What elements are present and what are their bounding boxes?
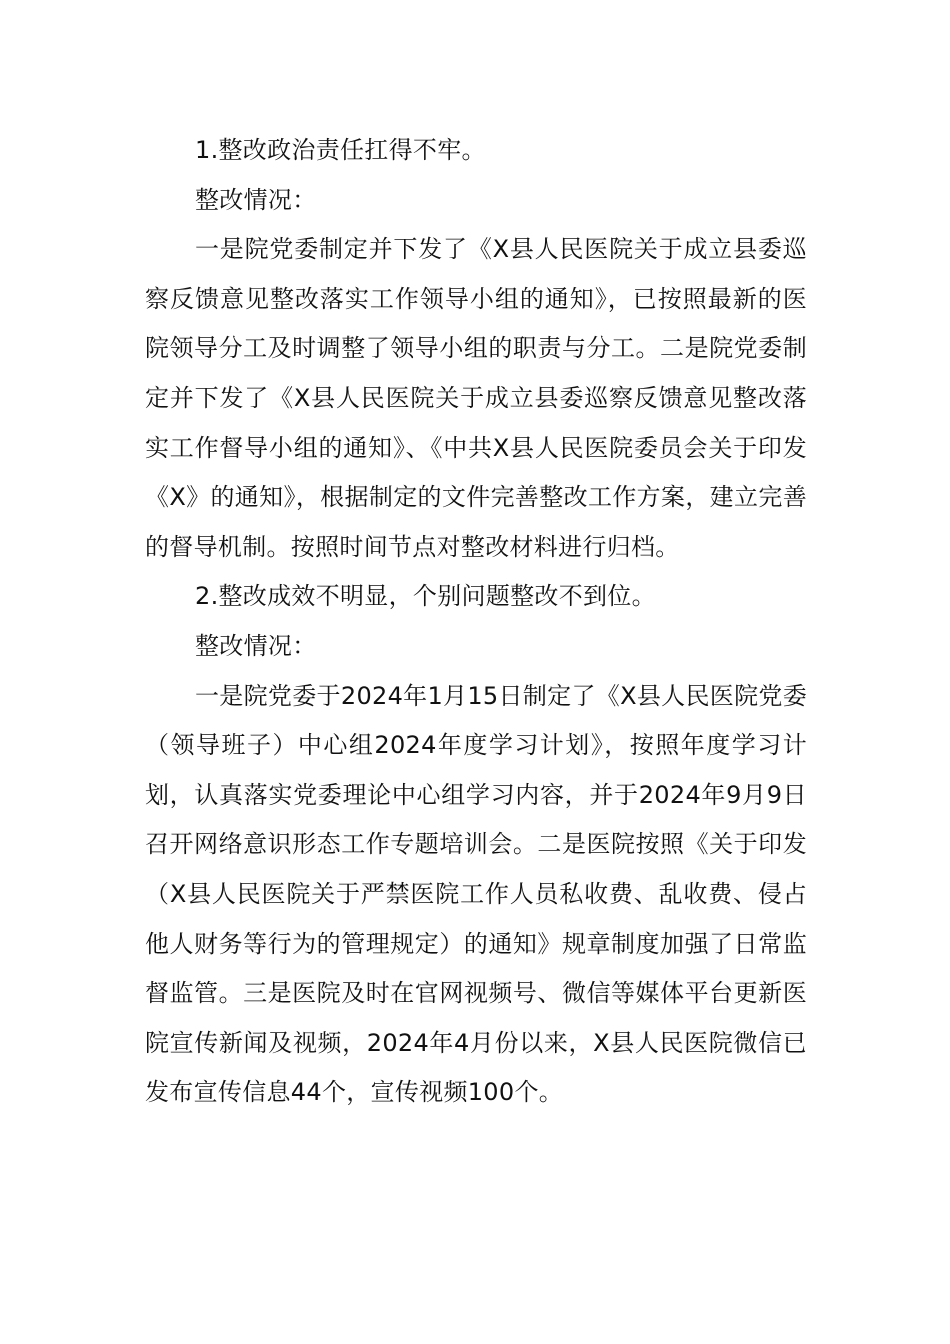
rectification-status-label-2: 整改情况： — [195, 631, 317, 660]
document-body — [145, 126, 807, 1118]
rectification-status-label-1: 整改情况： — [195, 185, 317, 214]
rectification-status-text-1: 一是院党委制定并下发了《X县人民医院关于成立县委巡察反馈意见整改落实工作领导小组的通知》，已按照最新的医院领导分工及时调整了领导小组的职责与分工。二是院党委制定并下发了《X县人民医院关于成立县委巡察反馈意见整改落实工作督导小组的通知》、《中共X县人民医院委员会关于印发《X》的通知》，根据制定的文件完善整改工作方案，建立完善的督导机制。按照时间节点对整改材料进行归档。 — [145, 235, 807, 561]
section-heading-2: 2.整改成效不明显，个别问题整改不到位。 — [195, 582, 656, 611]
rectification-status-text-2: 一是院党委于2024年1月15日制定了《X县人民医院党委（领导班子）中心组2024年度学习计划》，按照年度学习计划，认真落实党委理论中心组学习内容，并于2024年9月9日召开网络意识形态工作专题培训会。二是医院按照《关于印发（X县人民医院关于严禁医院工作人员私收费、乱收费、侵占他人财务等行为的管理规定）的通知》规章制度加强了日常监督监管。三是医院及时在官网视频号、微信等媒体平台更新医院宣传新闻及视频，2024年4月份以来，X县人民医院微信已发布宣传信息44个，宣传视频100个。 — [145, 681, 807, 1107]
section-heading-1: 1.整改政治责任扛得不牢。 — [195, 136, 486, 164]
